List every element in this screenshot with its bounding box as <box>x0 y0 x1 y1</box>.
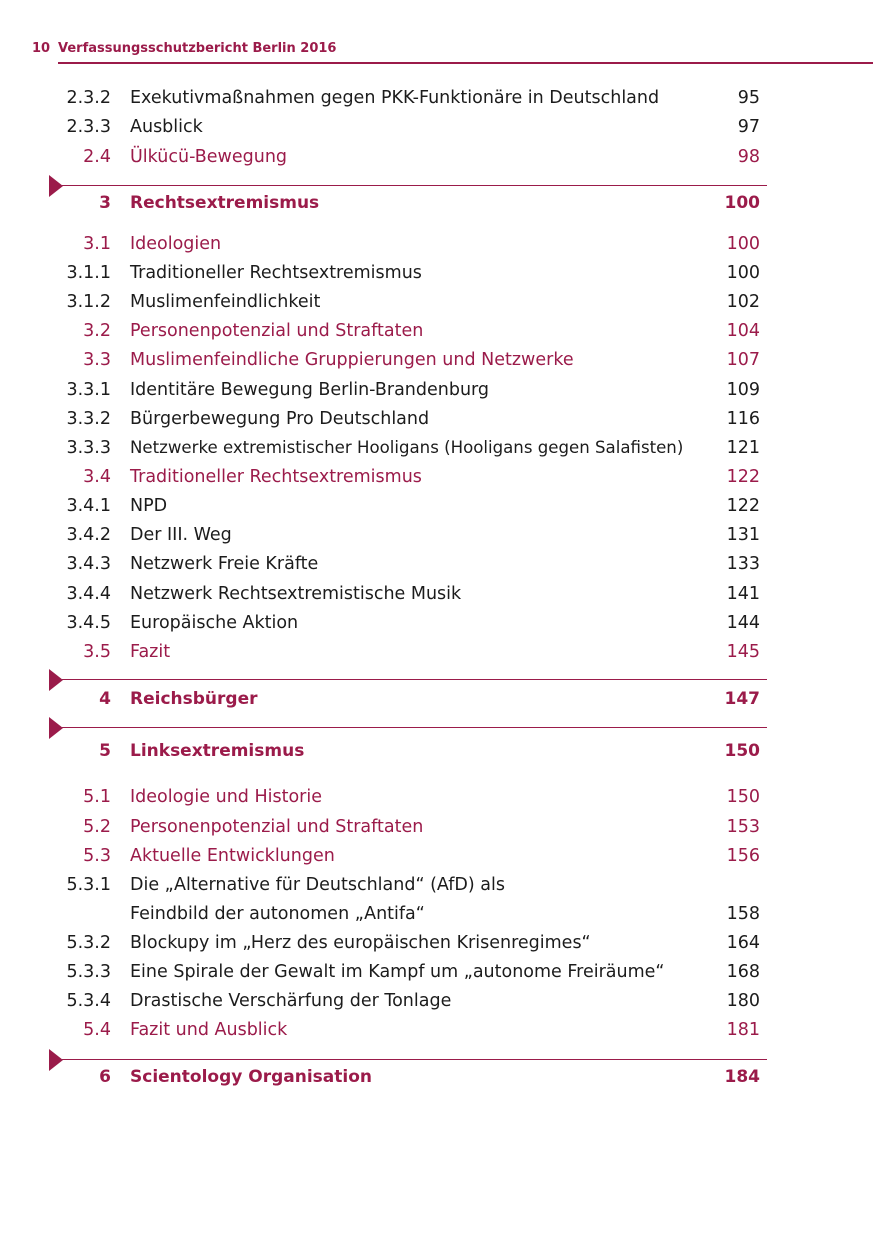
toc-entry-3-1-1[interactable] <box>0 260 875 286</box>
toc-entry-3-5[interactable] <box>0 639 875 665</box>
toc-page: 141 <box>726 584 760 604</box>
header-title: Verfassungsschutzbericht Berlin 2016 <box>58 41 337 56</box>
toc-chapter-4[interactable] <box>0 686 875 712</box>
toc-number: 3.2 <box>83 321 111 341</box>
toc-entry-2-3-2[interactable] <box>0 85 875 111</box>
toc-title: Die „Alternative für Deutschland“ (AfD) als <box>130 875 505 895</box>
toc-entry-3-2[interactable] <box>0 318 875 344</box>
toc-page: 107 <box>726 350 760 370</box>
toc-page: 164 <box>726 933 760 953</box>
chapter-5-marker-icon <box>49 717 63 739</box>
toc-title: Drastische Verschärfung der Tonlage <box>130 991 452 1011</box>
toc-title: Scientology Organisation <box>130 1067 372 1087</box>
chapter-6-rule <box>62 1059 767 1060</box>
toc-number: 5.3.3 <box>66 962 111 982</box>
toc-title: Ausblick <box>130 117 203 137</box>
toc-chapter-6[interactable] <box>0 1064 875 1090</box>
toc-number: 3.1 <box>83 234 111 254</box>
header-page-number: 10 <box>32 41 51 56</box>
toc-title: Der III. Weg <box>130 525 232 545</box>
toc-number: 3.1.2 <box>66 292 111 312</box>
toc-title: Bürgerbewegung Pro Deutschland <box>130 409 430 429</box>
toc-number: 2.3.2 <box>66 88 111 108</box>
toc-number: 3.4.1 <box>66 496 111 516</box>
toc-entry-3-3[interactable] <box>0 347 875 373</box>
toc-title: Muslimenfeindlichkeit <box>130 292 321 312</box>
toc-title: Europäische Aktion <box>130 613 299 633</box>
toc-entry-3-3-1[interactable] <box>0 377 875 403</box>
toc-page: 100 <box>724 193 760 213</box>
toc-entry-3-1[interactable] <box>0 231 875 257</box>
toc-page: 122 <box>726 467 760 487</box>
toc-number: 3.3.1 <box>66 380 111 400</box>
toc-title: Fazit <box>130 642 171 662</box>
toc-entry-3-4-1[interactable] <box>0 493 875 519</box>
toc-page: 131 <box>726 525 760 545</box>
toc-entry-5-4[interactable] <box>0 1017 875 1043</box>
toc-title: Ideologie und Historie <box>130 787 322 807</box>
toc-number: 3.3 <box>83 350 111 370</box>
toc-title: Fazit und Ausblick <box>130 1020 288 1040</box>
toc-title: Personenpotenzial und Straftaten <box>130 817 424 837</box>
toc-entry-3-4-3[interactable] <box>0 551 875 577</box>
toc-title: Eine Spirale der Gewalt im Kampf um „autonome Freiräume“ <box>130 962 665 982</box>
toc-title: Exekutivmaßnahmen gegen PKK-Funktionäre in Deutschland <box>130 88 660 108</box>
toc-title: Muslimenfeindliche Gruppierungen und Netzwerke <box>130 350 574 370</box>
toc-page: 100 <box>726 263 760 283</box>
toc-entry-3-3-3[interactable] <box>0 435 875 461</box>
toc-number: 5.3.2 <box>66 933 111 953</box>
toc-title: Blockupy im „Herz des europäischen Krisenregimes“ <box>130 933 591 953</box>
toc-page: 153 <box>726 817 760 837</box>
toc-title: Aktuelle Entwicklungen <box>130 846 335 866</box>
toc-page: 97 <box>737 117 760 137</box>
toc-entry-5-1[interactable] <box>0 784 875 810</box>
toc-entry-5-3-1[interactable] <box>0 872 875 898</box>
toc-page: 168 <box>726 962 760 982</box>
toc-number: 4 <box>99 689 111 709</box>
toc-entry-3-3-2[interactable] <box>0 406 875 432</box>
toc-entry-5-3[interactable] <box>0 843 875 869</box>
toc-page: 95 <box>737 88 760 108</box>
toc-title: Linksextremismus <box>130 741 305 761</box>
toc-page: 98 <box>737 147 760 167</box>
toc-number: 3.4.3 <box>66 554 111 574</box>
toc-number: 5.3 <box>83 846 111 866</box>
toc-title: Netzwerke extremistischer Hooligans (Hooligans gegen Salafisten) <box>130 438 684 457</box>
toc-title: Identitäre Bewegung Berlin-Brandenburg <box>130 380 490 400</box>
toc-entry-2-4[interactable] <box>0 144 875 170</box>
toc-entry-5-3-4[interactable] <box>0 988 875 1014</box>
toc-title: Traditioneller Rechtsextremismus <box>130 263 422 283</box>
toc-page: 109 <box>726 380 760 400</box>
chapter-3-rule <box>62 185 767 186</box>
toc-page: 181 <box>726 1020 760 1040</box>
toc-page: 145 <box>726 642 760 662</box>
toc-number: 5.2 <box>83 817 111 837</box>
toc-page: 180 <box>726 991 760 1011</box>
toc-entry-5-3-2[interactable] <box>0 930 875 956</box>
toc-number: 3.4.2 <box>66 525 111 545</box>
toc-page: 150 <box>726 787 760 807</box>
toc-number: 5.3.1 <box>66 875 111 895</box>
toc-number: 6 <box>99 1067 111 1087</box>
toc-entry-3-1-2[interactable] <box>0 289 875 315</box>
toc-title: Personenpotenzial und Straftaten <box>130 321 424 341</box>
toc-page: 100 <box>726 234 760 254</box>
toc-chapter-3[interactable] <box>0 190 875 216</box>
toc-title: NPD <box>130 496 168 516</box>
toc-page: 147 <box>724 689 760 709</box>
toc-entry-3-4-4[interactable] <box>0 581 875 607</box>
toc-page: 116 <box>726 409 760 429</box>
toc-entry-3-4-5[interactable] <box>0 610 875 636</box>
toc-number: 3.3.2 <box>66 409 111 429</box>
toc-page: 156 <box>726 846 760 866</box>
toc-page: 121 <box>726 438 760 458</box>
toc-page: 122 <box>726 496 760 516</box>
toc-title: Ülkücü-Bewegung <box>130 147 288 167</box>
toc-page: 184 <box>724 1067 760 1087</box>
toc-number: 5.1 <box>83 787 111 807</box>
toc-number: 3.4 <box>83 467 111 487</box>
toc-number: 3.5 <box>83 642 111 662</box>
toc-entry-5-3-1-continued[interactable] <box>0 901 875 927</box>
toc-entry-3-4[interactable] <box>0 464 875 490</box>
toc-page: 102 <box>726 292 760 312</box>
chapter-5-rule <box>62 727 767 728</box>
toc-number: 3 <box>99 193 111 213</box>
toc-number: 3.3.3 <box>66 438 111 458</box>
toc-page: 158 <box>726 904 760 924</box>
toc-page: 133 <box>726 554 760 574</box>
toc-number: 3.4.5 <box>66 613 111 633</box>
toc-title: Reichsbürger <box>130 689 258 709</box>
toc-entry-2-3-3[interactable] <box>0 114 875 140</box>
toc-title: Netzwerk Freie Kräfte <box>130 554 319 574</box>
toc-title: Rechtsextremismus <box>130 193 320 213</box>
toc-title: Feindbild der autonomen „Antifa“ <box>130 904 425 924</box>
header-rule <box>58 62 873 64</box>
toc-entry-5-3-3[interactable] <box>0 959 875 985</box>
toc-title: Ideologien <box>130 234 222 254</box>
toc-entry-5-2[interactable] <box>0 814 875 840</box>
toc-page: 104 <box>726 321 760 341</box>
toc-number: 5.3.4 <box>66 991 111 1011</box>
toc-number: 5 <box>99 741 111 761</box>
toc-number: 2.3.3 <box>66 117 111 137</box>
chapter-4-rule <box>62 679 767 680</box>
toc-page: 150 <box>724 741 760 761</box>
toc-entry-3-4-2[interactable] <box>0 522 875 548</box>
toc-number: 3.1.1 <box>66 263 111 283</box>
toc-page: 144 <box>726 613 760 633</box>
toc-title: Traditioneller Rechtsextremismus <box>130 467 422 487</box>
toc-chapter-5[interactable] <box>0 738 875 764</box>
toc-number: 5.4 <box>83 1020 111 1040</box>
toc-number: 3.4.4 <box>66 584 111 604</box>
toc-number: 2.4 <box>83 147 111 167</box>
toc-title: Netzwerk Rechtsextremistische Musik <box>130 584 462 604</box>
